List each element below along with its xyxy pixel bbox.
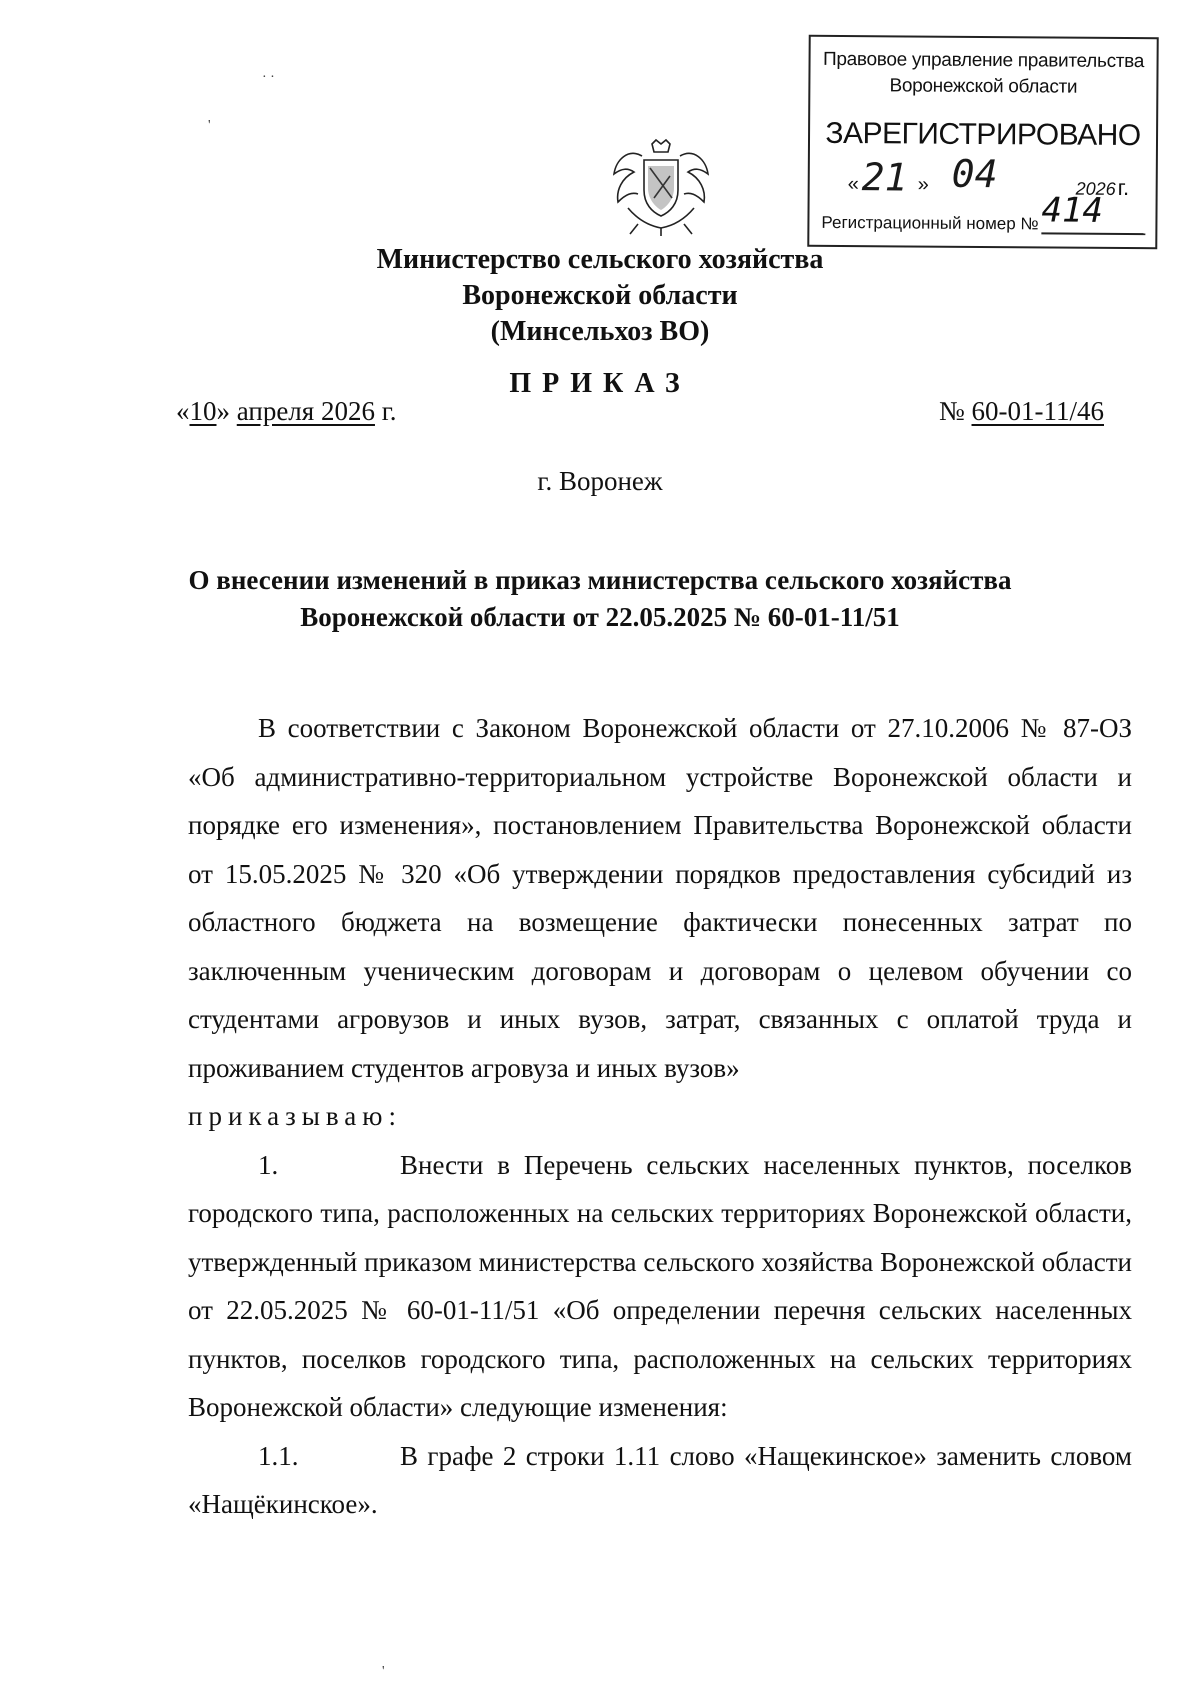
item-1-1-text: В графе 2 строки 1.11 слово «Нащекинское» заменить словом «Нащёкинское». xyxy=(188,1440,1132,1519)
stamp-year: 2026 xyxy=(1075,178,1116,199)
scan-mark: ' xyxy=(208,118,211,133)
date-suffix: г. xyxy=(381,396,397,426)
item-1-text: Внести в Перечень сельских населенных пунктов, поселков городского типа, расположенных на сельских территориях Воронежской области, утвержденный приказом министерства сельского хозяйства Воронежской области от 22.05.2025 № 60-01-11/51 «Об определении перечня сельских населенных пунктов, поселков городского типа, расположенных на сельских территориях Воронежской области» следующие изменения: xyxy=(188,1149,1132,1422)
subject-line2: Воронежской области от 22.05.2025 № 60-01-11/51 xyxy=(300,602,900,632)
stamp-authority-line2: Воронежской области xyxy=(889,75,1078,98)
stamp-reg-number: 414 xyxy=(1041,188,1145,235)
date-day: 10 xyxy=(189,396,217,426)
number-value: 60-01-11/46 xyxy=(971,396,1104,426)
registration-stamp xyxy=(807,35,1158,249)
stamp-day: 21 xyxy=(861,155,908,200)
date-month-year: апреля 2026 xyxy=(236,396,375,426)
item-1-1 xyxy=(188,1432,1132,1529)
ministry-line1: Министерство сельского хозяйства xyxy=(376,244,824,275)
scan-mark: ' xyxy=(382,1664,385,1679)
voronezh-coat-of-arms-icon xyxy=(608,138,714,238)
document-subject xyxy=(0,562,1200,636)
document-city: г. Воронеж xyxy=(537,466,663,496)
document-body xyxy=(188,704,1132,1529)
document-date: «10» апреля 2026 г. xyxy=(176,396,397,426)
ministry-short: (Минсельхоз ВО) xyxy=(490,316,710,347)
document-number xyxy=(939,396,1104,427)
item-1-number: 1. xyxy=(258,1149,279,1180)
scan-mark: · · xyxy=(262,70,275,85)
item-1 xyxy=(188,1141,1132,1432)
document-type: ПРИКАЗ xyxy=(509,368,691,399)
subject-line1: О внесении изменений в приказ министерства сельского хозяйства xyxy=(188,565,1012,595)
item-1-1-number: 1.1. xyxy=(258,1440,299,1471)
stamp-date: « 21 » 04 2026 г. xyxy=(847,151,1130,201)
stamp-status: ЗАРЕГИСТРИРОВАНО xyxy=(825,116,1141,153)
stamp-reg-label: Регистрационный номер № xyxy=(821,212,1039,234)
preamble: В соответствии с Законом Воронежской области от 27.10.2006 № 87-ОЗ «Об административно-территориальном устройстве Воронежской области и порядке его изменения», постановлением Правительства Воронежской области от 15.05.2025 № 320 «Об утверждении порядков предоставления субсидий из областного бюджета на возмещение фактически понесенных затрат по заключенным ученическим договорам и договорам о целевом обучении со студентами агровузов и иных вузов, затрат, связанных с оплатой труда и проживанием студентов агровуза и иных вузов» xyxy=(188,713,1132,1083)
stamp-authority-line1: Правовое управление правительства xyxy=(822,48,1145,73)
ministry-name xyxy=(0,242,1200,350)
number-prefix: № xyxy=(939,396,965,426)
order-word: приказываю: xyxy=(188,1101,402,1131)
ministry-line2: Воронежской области xyxy=(462,280,738,311)
stamp-month: 04 xyxy=(951,151,998,197)
stamp-year-suffix: г. xyxy=(1117,174,1130,201)
